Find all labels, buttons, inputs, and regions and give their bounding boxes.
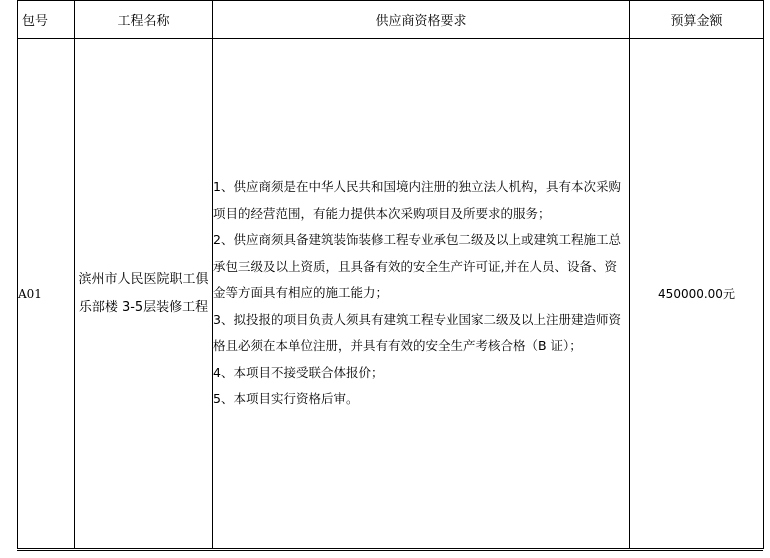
requirement-item: 5、本项目实行资格后审。 xyxy=(213,391,359,407)
header-project-name: 工程名称 xyxy=(75,1,213,39)
budget-amount: 450000.00元 xyxy=(630,39,764,549)
requirement-item: 2、供应商须具备建筑装饰装修工程专业承包二级及以上或建筑工程施工总承包三级及以上资质，且具备有效的安全生产许可证,并在人员、设备、资金等方面具有相应的施工能力； xyxy=(213,232,621,301)
project-name: 滨州市人民医院职工俱乐部楼 3-5层装修工程 xyxy=(75,39,213,549)
requirements-cell xyxy=(213,39,630,549)
table-header-row xyxy=(18,1,764,39)
header-lot: 包号 xyxy=(18,1,75,39)
header-requirements: 供应商资格要求 xyxy=(213,1,630,39)
lot-number: A01 xyxy=(18,39,75,549)
table-row xyxy=(18,39,764,549)
header-budget: 预算金额 xyxy=(630,1,764,39)
requirement-item: 1、供应商须是在中华人民共和国境内注册的独立法人机构，具有本次采购项目的经营范围，有能力提供本次采购项目及所要求的服务； xyxy=(213,179,621,221)
requirement-item: 4、本项目不接受联合体报价； xyxy=(213,364,384,380)
procurement-table xyxy=(17,0,764,549)
requirement-item: 3、拟投报的项目负责人须具有建筑工程专业国家二级及以上注册建造师资格且必须在本单位注册，并具有有效的安全生产考核合格（B 证）； xyxy=(213,311,621,354)
table-bottom-border xyxy=(17,550,763,551)
